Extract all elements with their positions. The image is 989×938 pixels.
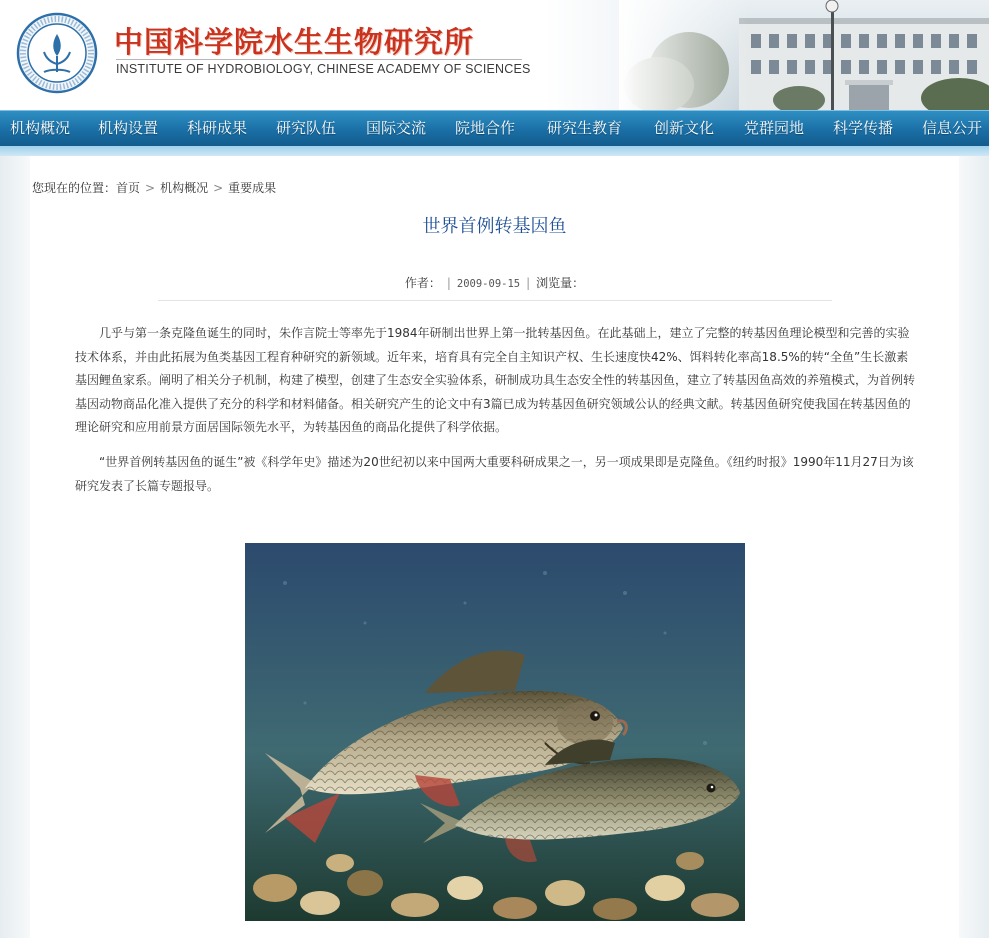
author-label: 作者：	[404, 276, 441, 290]
site-title-en: INSTITUTE OF HYDROBIOLOGY, CHINESE ACADEMY OF SCIENCES	[116, 62, 531, 76]
nav-item-team[interactable]: 研究队伍	[276, 119, 337, 137]
institute-emblem-icon[interactable]	[16, 12, 98, 94]
title-divider	[116, 59, 522, 60]
nav-item-graduate[interactable]: 研究生教育	[547, 119, 623, 137]
nav-item-departments[interactable]: 机构设置	[98, 119, 159, 137]
breadcrumb-separator: >	[213, 180, 224, 195]
breadcrumb	[32, 179, 276, 196]
breadcrumb-separator: >	[145, 180, 156, 195]
nav-item-science-comm[interactable]: 科学传播	[833, 119, 894, 137]
article-meta: 作者： | 2009-09-15 | 浏览量：	[404, 276, 585, 290]
views-label: 浏览量：	[536, 276, 585, 290]
nav-item-research[interactable]: 科研成果	[187, 119, 248, 137]
site-title-cn: 中国科学院水生生物研究所	[114, 25, 475, 59]
nav-item-about[interactable]: 机构概况	[10, 119, 71, 137]
meta-divider	[158, 300, 832, 301]
article-paragraph: 几乎与第一条克隆鱼诞生的同时，朱作言院士等率先于1984年研制出世界上第一批转基因鱼。在此基础上，建立了完整的转基因鱼理论模型和完善的实验技术体系，并由此拓展为鱼类基因工程育种研究的新领域。近年来，培育具有完全自主知识产权、生长速度快42%、饵料转化率高18.5%的转“全鱼”生长激素基因鲤鱼家系。阐明了相关分子机制，构建了模型，创建了生态安全实验体系，研制成功具生态安全性的转基因鱼，建立了转基因鱼高效的养殖模式，为首例转基因动物商品化准入提供了充分的科学和材料储备。相关研究产生的论文中有3篇已成为转基因鱼研究领域公认的经典文献。转基因鱼研究使我国在转基因鱼的理论研究和应用前景方面居国际领先水平，为转基因鱼的商品化提供了科学依据。	[75, 326, 916, 434]
nav-item-international[interactable]: 国际交流	[366, 119, 427, 137]
nav-item-culture[interactable]: 创新文化	[654, 119, 715, 137]
main-nav	[0, 110, 989, 146]
article-paragraph: “世界首例转基因鱼的诞生”被《科学年史》描述为20世纪初以来中国两大重要科研成果之一，另一项成果即是克隆鱼。《纽约时报》1990年11月27日为该研究发表了长篇专题报导。	[75, 455, 914, 493]
nav-item-cooperation[interactable]: 院地合作	[455, 119, 516, 137]
building-banner-image	[619, 0, 989, 110]
breadcrumb-about[interactable]: 机构概况	[160, 181, 209, 195]
breadcrumb-home[interactable]: 首页	[116, 181, 141, 195]
nav-item-party[interactable]: 党群园地	[744, 119, 805, 137]
transgenic-carp-photo	[245, 543, 745, 921]
breadcrumb-prefix: 您现在的位置：	[32, 181, 117, 195]
site-header	[0, 0, 989, 110]
breadcrumb-achievements[interactable]: 重要成果	[228, 181, 277, 195]
article-title: 世界首例转基因鱼	[422, 216, 567, 237]
publish-date: 2009-09-15	[456, 278, 521, 290]
nav-item-info-disclosure[interactable]: 信息公开	[922, 119, 983, 137]
nav-subbar	[0, 146, 989, 156]
